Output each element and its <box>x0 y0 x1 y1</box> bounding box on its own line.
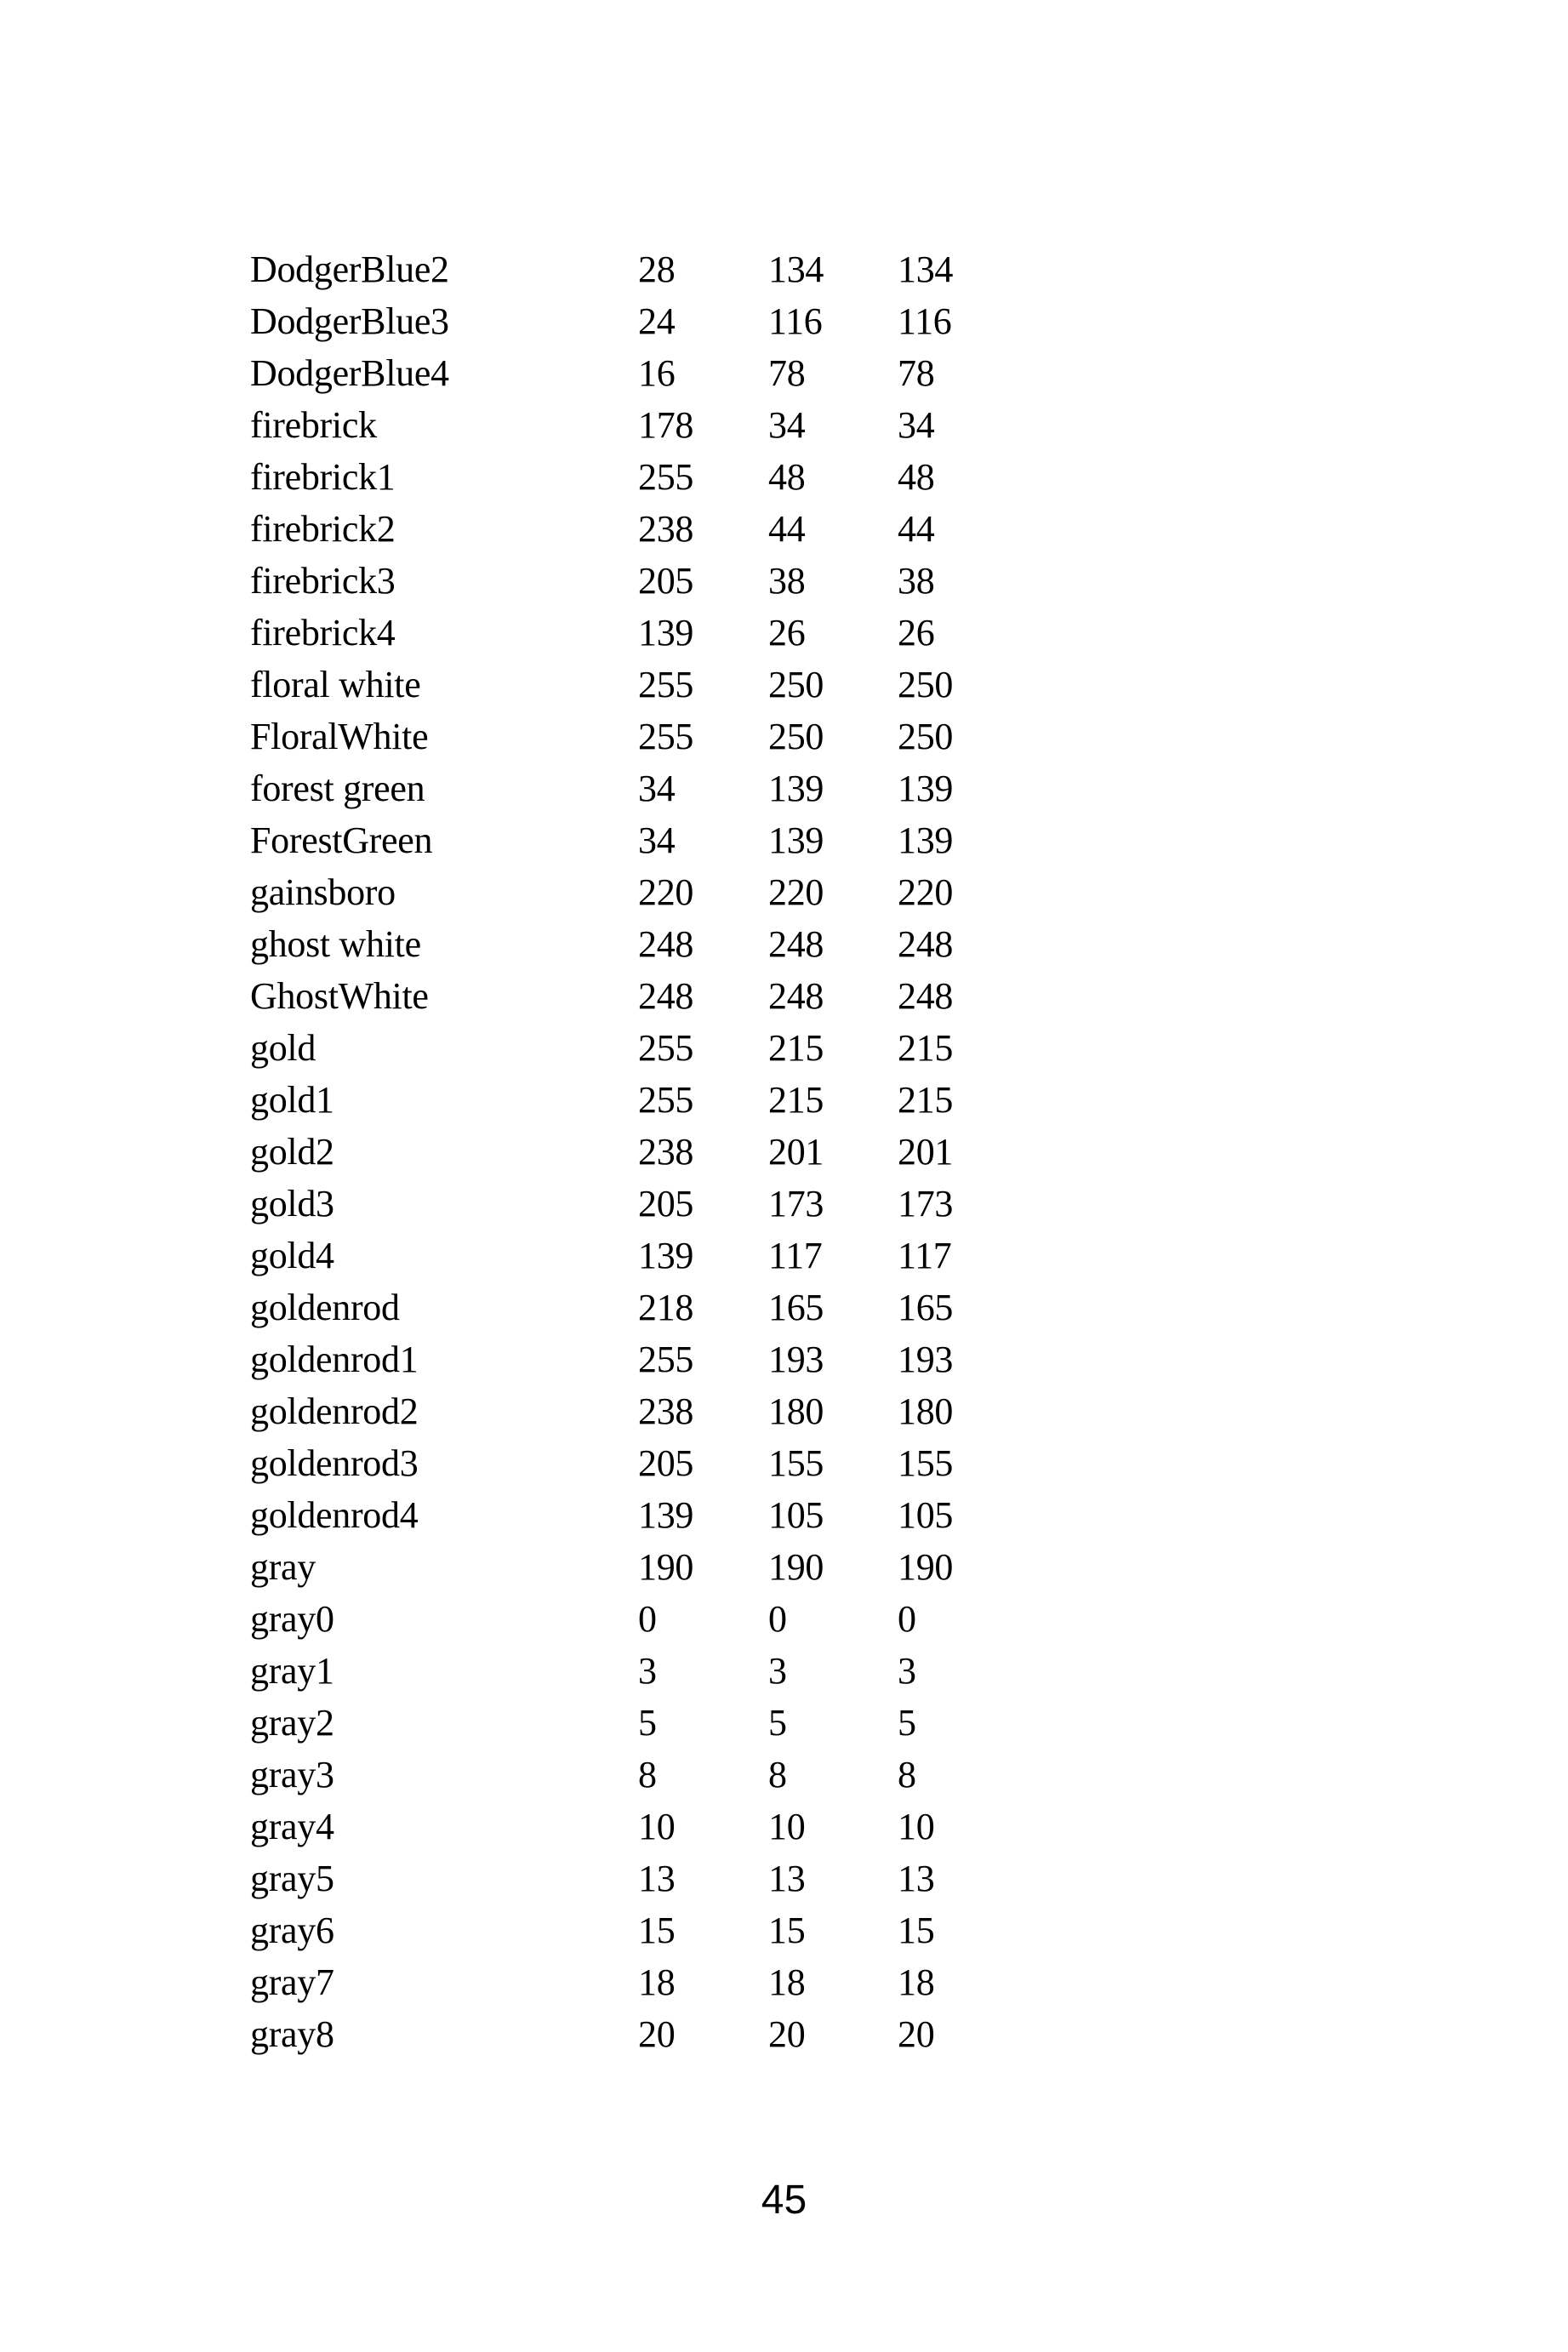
red-value: 18 <box>638 1961 676 2003</box>
color-name: ghost white <box>250 923 421 965</box>
color-name: gold4 <box>250 1235 334 1276</box>
table-row <box>250 866 1025 918</box>
green-value: 190 <box>768 1546 824 1588</box>
green-value: 173 <box>768 1183 824 1225</box>
table-row <box>250 1489 1025 1541</box>
green-value: 105 <box>768 1494 824 1536</box>
color-name: gray1 <box>250 1650 334 1692</box>
red-value: 248 <box>638 923 694 965</box>
red-value: 205 <box>638 1183 694 1225</box>
color-name: gold3 <box>250 1183 334 1225</box>
table-row <box>250 1230 1025 1282</box>
blue-value: 248 <box>898 975 954 1017</box>
table-row <box>250 1801 1025 1852</box>
blue-value: 215 <box>898 1027 954 1069</box>
red-value: 139 <box>638 1235 694 1276</box>
table-row <box>250 451 1025 503</box>
red-value: 0 <box>638 1598 657 1640</box>
blue-value: 15 <box>898 1910 935 1951</box>
green-value: 3 <box>768 1650 787 1692</box>
blue-value: 117 <box>898 1235 952 1276</box>
green-value: 13 <box>768 1858 806 1899</box>
table-row <box>250 2008 1025 2060</box>
green-value: 20 <box>768 2013 806 2055</box>
table-row <box>250 1437 1025 1489</box>
red-value: 218 <box>638 1287 694 1328</box>
blue-value: 180 <box>898 1390 954 1432</box>
red-value: 139 <box>638 612 694 654</box>
red-value: 255 <box>638 1027 694 1069</box>
blue-value: 190 <box>898 1546 954 1588</box>
color-name: gray <box>250 1546 316 1588</box>
red-value: 34 <box>638 819 676 861</box>
red-value: 24 <box>638 300 676 342</box>
red-value: 238 <box>638 1131 694 1173</box>
color-name: firebrick <box>250 404 377 446</box>
color-name: DodgerBlue4 <box>250 352 449 394</box>
table-row <box>250 295 1025 347</box>
green-value: 44 <box>768 508 806 550</box>
table-row <box>250 347 1025 399</box>
green-value: 26 <box>768 612 806 654</box>
green-value: 38 <box>768 560 806 602</box>
blue-value: 116 <box>898 300 952 342</box>
blue-value: 18 <box>898 1961 935 2003</box>
table-row <box>250 1904 1025 1956</box>
red-value: 205 <box>638 560 694 602</box>
color-name: ForestGreen <box>250 819 433 861</box>
green-value: 180 <box>768 1390 824 1432</box>
color-name: gray6 <box>250 1910 334 1951</box>
blue-value: 139 <box>898 819 954 861</box>
color-name: gold2 <box>250 1131 334 1173</box>
green-value: 139 <box>768 768 824 809</box>
blue-value: 10 <box>898 1806 935 1847</box>
color-name: gray2 <box>250 1702 334 1744</box>
blue-value: 250 <box>898 716 954 757</box>
green-value: 215 <box>768 1079 824 1121</box>
red-value: 238 <box>638 1390 694 1432</box>
green-value: 15 <box>768 1910 806 1951</box>
table-row <box>250 399 1025 451</box>
table-row <box>250 659 1025 711</box>
color-name: firebrick4 <box>250 612 396 654</box>
table-row <box>250 1333 1025 1385</box>
green-value: 220 <box>768 871 824 913</box>
color-name: gold <box>250 1027 316 1069</box>
color-name: GhostWhite <box>250 975 429 1017</box>
green-value: 48 <box>768 456 806 498</box>
red-value: 34 <box>638 768 676 809</box>
color-table <box>250 243 1025 2060</box>
table-row <box>250 1541 1025 1593</box>
red-value: 13 <box>638 1858 676 1899</box>
color-name: goldenrod4 <box>250 1494 419 1536</box>
color-name: gray0 <box>250 1598 334 1640</box>
table-row <box>250 1074 1025 1126</box>
table-row <box>250 1126 1025 1178</box>
green-value: 5 <box>768 1702 787 1744</box>
green-value: 117 <box>768 1235 823 1276</box>
table-row <box>250 918 1025 970</box>
blue-value: 44 <box>898 508 935 550</box>
color-name: gray5 <box>250 1858 334 1899</box>
table-row <box>250 555 1025 607</box>
table-row <box>250 1022 1025 1074</box>
blue-value: 78 <box>898 352 935 394</box>
color-name: goldenrod3 <box>250 1442 419 1484</box>
table-row <box>250 243 1025 295</box>
red-value: 255 <box>638 1079 694 1121</box>
table-row <box>250 1645 1025 1697</box>
blue-value: 155 <box>898 1442 954 1484</box>
table-row <box>250 1956 1025 2008</box>
green-value: 165 <box>768 1287 824 1328</box>
blue-value: 8 <box>898 1754 916 1795</box>
blue-value: 3 <box>898 1650 916 1692</box>
blue-value: 0 <box>898 1598 916 1640</box>
red-value: 190 <box>638 1546 694 1588</box>
color-name: floral white <box>250 664 421 705</box>
blue-value: 220 <box>898 871 954 913</box>
blue-value: 5 <box>898 1702 916 1744</box>
green-value: 34 <box>768 404 806 446</box>
blue-value: 139 <box>898 768 954 809</box>
red-value: 248 <box>638 975 694 1017</box>
color-name: FloralWhite <box>250 716 429 757</box>
table-row <box>250 1697 1025 1749</box>
red-value: 205 <box>638 1442 694 1484</box>
green-value: 8 <box>768 1754 787 1795</box>
red-value: 5 <box>638 1702 657 1744</box>
color-name: gray3 <box>250 1754 334 1795</box>
table-row <box>250 1385 1025 1437</box>
color-name: forest green <box>250 768 425 809</box>
table-row <box>250 711 1025 762</box>
red-value: 255 <box>638 1339 694 1380</box>
blue-value: 48 <box>898 456 935 498</box>
red-value: 255 <box>638 664 694 705</box>
blue-value: 105 <box>898 1494 954 1536</box>
table-row <box>250 607 1025 659</box>
color-name: firebrick1 <box>250 456 396 498</box>
blue-value: 215 <box>898 1079 954 1121</box>
blue-value: 173 <box>898 1183 954 1225</box>
blue-value: 38 <box>898 560 935 602</box>
color-name: DodgerBlue2 <box>250 248 449 290</box>
table-row <box>250 814 1025 866</box>
green-value: 250 <box>768 664 824 705</box>
blue-value: 34 <box>898 404 935 446</box>
table-row <box>250 1852 1025 1904</box>
color-name: DodgerBlue3 <box>250 300 449 342</box>
red-value: 255 <box>638 456 694 498</box>
color-name: firebrick2 <box>250 508 396 550</box>
red-value: 178 <box>638 404 694 446</box>
green-value: 215 <box>768 1027 824 1069</box>
color-name: gainsboro <box>250 871 396 913</box>
color-name: goldenrod1 <box>250 1339 419 1380</box>
table-row <box>250 503 1025 555</box>
table-row <box>250 1593 1025 1645</box>
red-value: 255 <box>638 716 694 757</box>
blue-value: 165 <box>898 1287 954 1328</box>
red-value: 28 <box>638 248 676 290</box>
blue-value: 134 <box>898 248 954 290</box>
red-value: 16 <box>638 352 676 394</box>
table-row <box>250 1178 1025 1230</box>
blue-value: 13 <box>898 1858 935 1899</box>
red-value: 15 <box>638 1910 676 1951</box>
color-name: gray7 <box>250 1961 334 2003</box>
table-row <box>250 762 1025 814</box>
red-value: 139 <box>638 1494 694 1536</box>
table-row <box>250 1749 1025 1801</box>
blue-value: 193 <box>898 1339 954 1380</box>
blue-value: 26 <box>898 612 935 654</box>
green-value: 0 <box>768 1598 787 1640</box>
green-value: 248 <box>768 923 824 965</box>
color-name: gray8 <box>250 2013 334 2055</box>
color-name: firebrick3 <box>250 560 396 602</box>
table-row <box>250 1282 1025 1333</box>
red-value: 10 <box>638 1806 676 1847</box>
green-value: 134 <box>768 248 824 290</box>
green-value: 78 <box>768 352 806 394</box>
green-value: 250 <box>768 716 824 757</box>
page-number: 45 <box>761 2178 807 2223</box>
blue-value: 248 <box>898 923 954 965</box>
red-value: 3 <box>638 1650 657 1692</box>
red-value: 20 <box>638 2013 676 2055</box>
green-value: 18 <box>768 1961 806 2003</box>
green-value: 155 <box>768 1442 824 1484</box>
blue-value: 201 <box>898 1131 954 1173</box>
red-value: 220 <box>638 871 694 913</box>
color-name: gray4 <box>250 1806 334 1847</box>
color-name: goldenrod2 <box>250 1390 419 1432</box>
red-value: 8 <box>638 1754 657 1795</box>
green-value: 193 <box>768 1339 824 1380</box>
color-name: goldenrod <box>250 1287 400 1328</box>
table-row <box>250 970 1025 1022</box>
green-value: 248 <box>768 975 824 1017</box>
red-value: 238 <box>638 508 694 550</box>
blue-value: 20 <box>898 2013 935 2055</box>
green-value: 201 <box>768 1131 824 1173</box>
color-name: gold1 <box>250 1079 334 1121</box>
green-value: 116 <box>768 300 823 342</box>
green-value: 10 <box>768 1806 806 1847</box>
green-value: 139 <box>768 819 824 861</box>
blue-value: 250 <box>898 664 954 705</box>
